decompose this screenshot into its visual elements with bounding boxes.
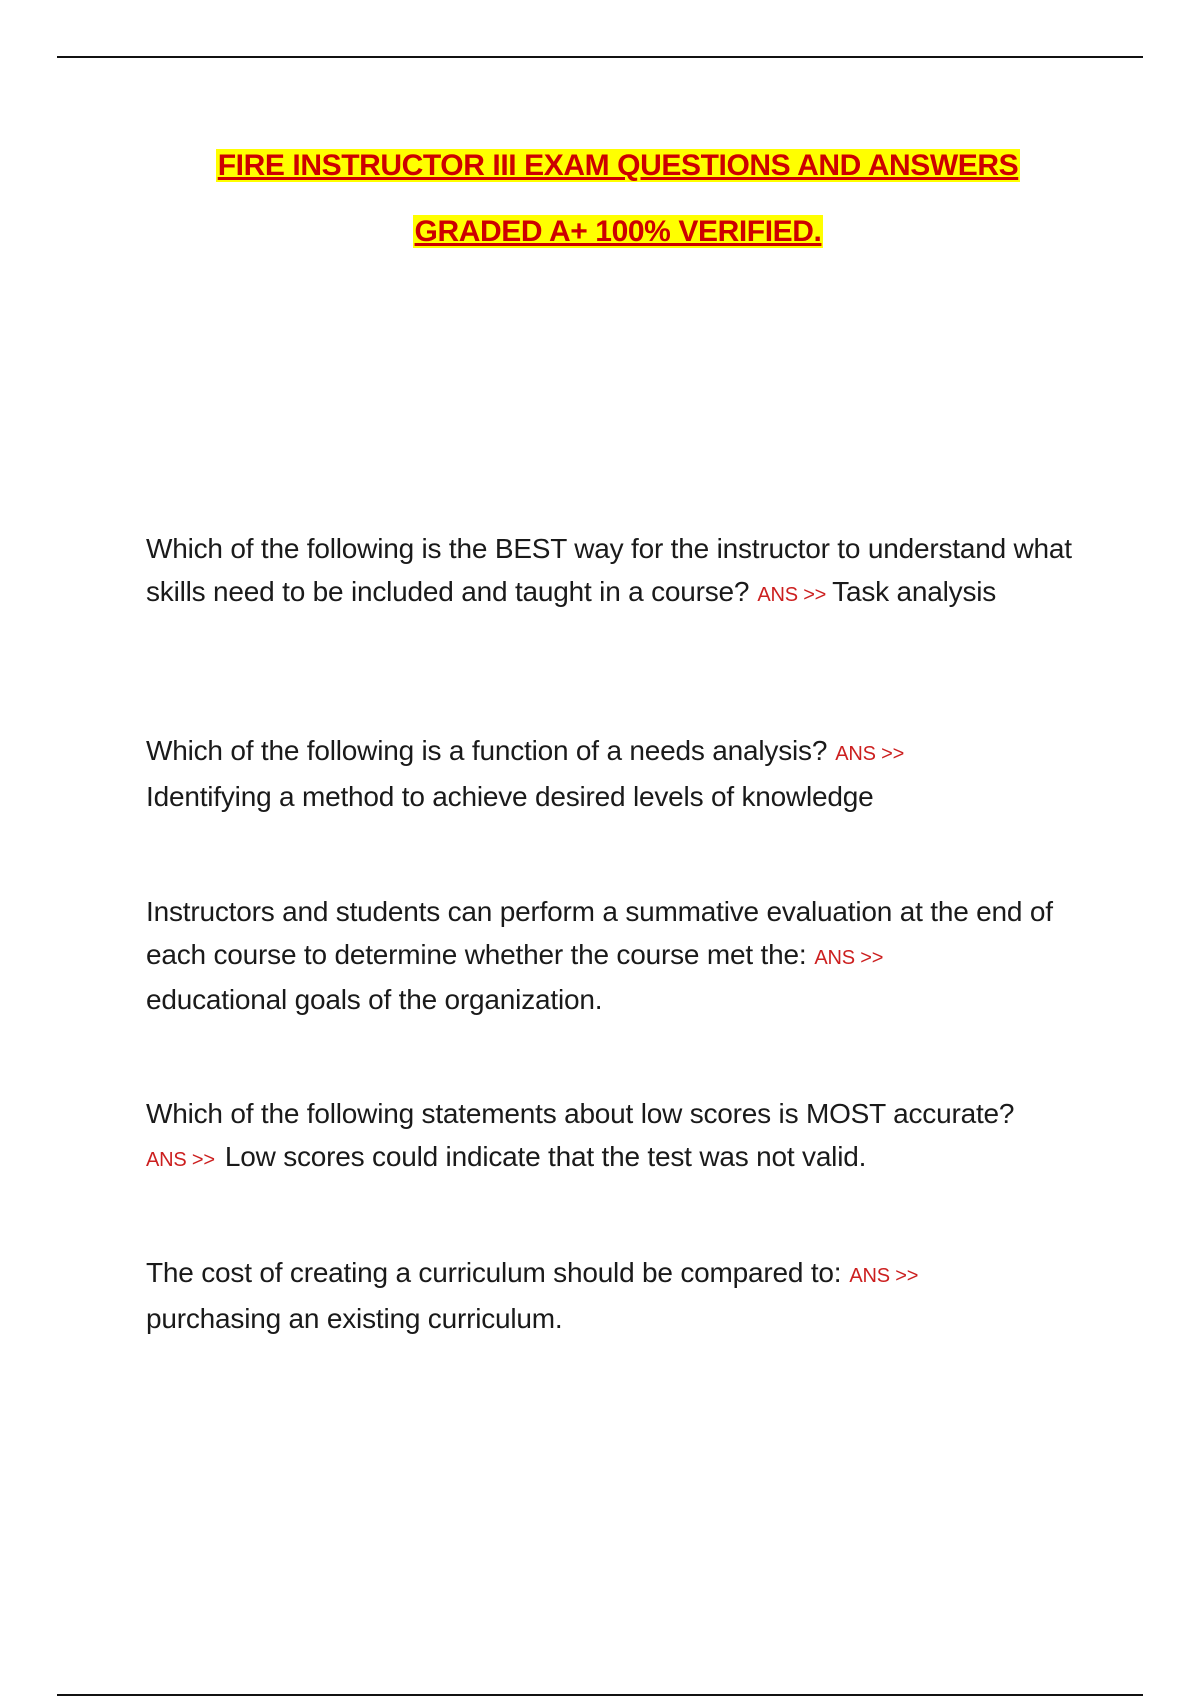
ans-marker: ANS >> (757, 583, 827, 606)
ans-marker: ANS >> (849, 1265, 919, 1287)
question-text: Which of the following is a function of a needs analysis? (146, 735, 828, 766)
qa-item (146, 528, 1086, 616)
bottom-rule (57, 1694, 1143, 1696)
title-line-2: GRADED A+ 100% VERIFIED. (414, 215, 822, 248)
question-text: Which of the following statements about low scores is MOST accurate? (146, 1098, 1015, 1129)
answer-text: purchasing an existing curriculum. (146, 1302, 563, 1334)
ans-marker: ANS >> (814, 946, 884, 969)
question-text: Instructors and students can perform a summative evaluation at the end of each course to determine whether the course met the: (146, 896, 1053, 970)
qa-item (146, 730, 910, 818)
title-line-1: FIRE INSTRUCTOR III EXAM QUESTIONS AND ANSWERS (217, 149, 1019, 182)
answer-text: Identifying a method to achieve desired levels of knowledge (146, 780, 874, 812)
qa-item (146, 1093, 1014, 1181)
answer-text: educational goals of the organization. (146, 984, 603, 1015)
question-text: Which of the following is the BEST way for the instructor to understand what skills need to be included and taught in a course? (146, 533, 1072, 607)
top-rule (57, 56, 1143, 58)
document-title (0, 146, 1200, 278)
ans-marker: ANS >> (835, 743, 905, 765)
answer-text: Task analysis (832, 575, 997, 607)
question-text: The cost of creating a curriculum should be compared to: (146, 1257, 842, 1288)
qa-item (146, 891, 1086, 1022)
answer-text: Low scores could indicate that the test was not valid. (224, 1140, 867, 1172)
ans-marker: ANS >> (146, 1148, 215, 1171)
qa-item (146, 1252, 924, 1340)
